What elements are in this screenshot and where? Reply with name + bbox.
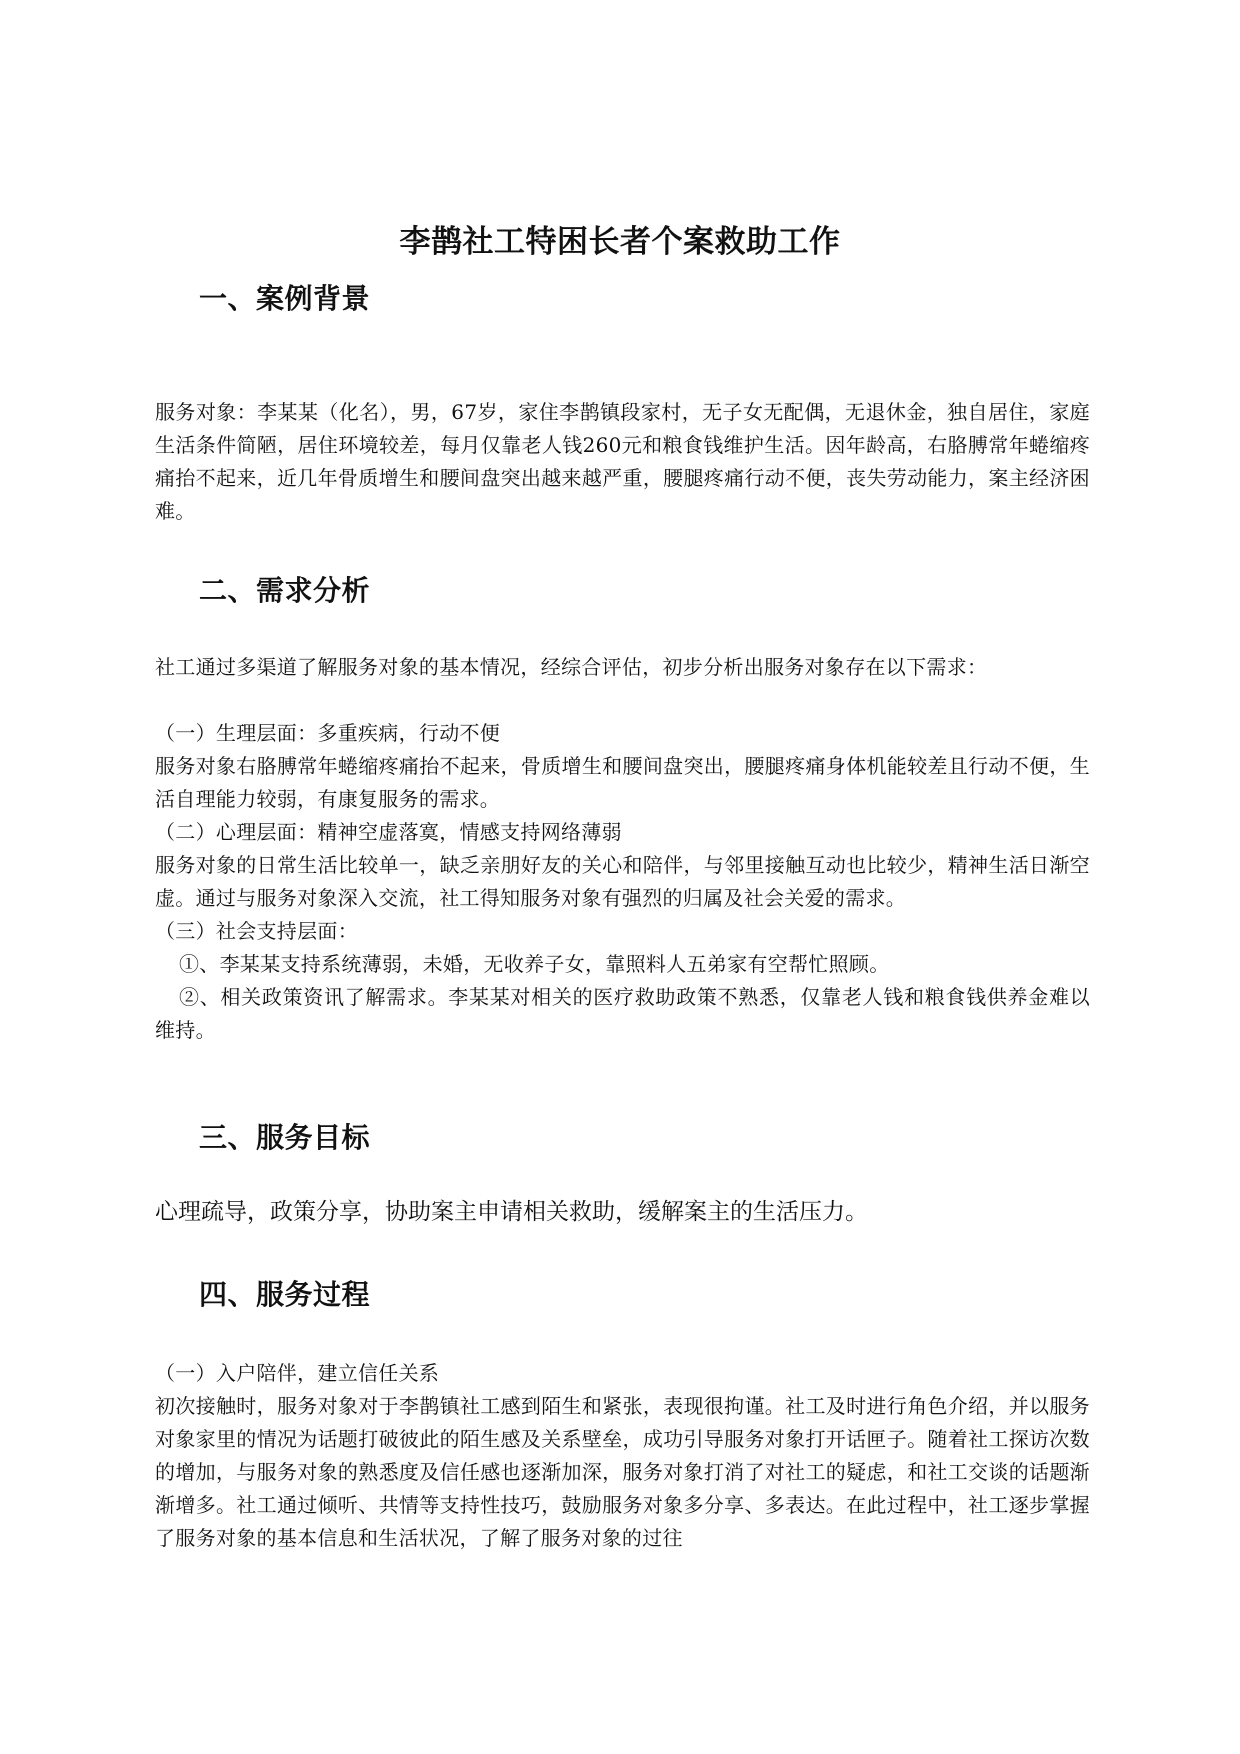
needs-physical-title: （一）生理层面：多重疾病，行动不便 (155, 721, 501, 745)
section-heading-process: 四、服务过程 (199, 1278, 371, 1311)
goals-text: 心理疏导，政策分享，协助案主申请相关救助，缓解案主的生活压力。 (155, 1199, 868, 1225)
process-step1-text: 初次接触时，服务对象对于李鹊镇社工感到陌生和紧张，表现很拘谨。社工及时进行角色介绍，并以服务对象家里的情况为话题打破彼此的陌生感及关系壁垒，成功引导服务对象打开话匣子。随着社工探访次数的增加，与服务对象的熟悉度及信任感也逐渐加深，服务对象打消了对社工的疑虑，和社工交谈的话题渐渐增多。社工通过倾听、共情等支持性技巧，鼓励服务对象多分享、多表达。在此过程中，社工逐步掌握了服务对象的基本信息和生活状况，了解了服务对象的过往 (155, 1394, 1090, 1550)
section-heading-needs: 二、需求分析 (199, 574, 371, 607)
needs-psych-title: （二）心理层面：精神空虚落寞，情感支持网络薄弱 (155, 820, 622, 844)
needs-social-title: （三）社会支持层面： (155, 919, 358, 943)
section-heading-goals: 三、服务目标 (199, 1121, 371, 1154)
needs-psych-text: 服务对象的日常生活比较单一，缺乏亲朋好友的关心和陪伴，与邻里接触互动也比较少，精神生活日渐空虚。通过与服务对象深入交流，社工得知服务对象有强烈的归属及社会关爱的需求。 (155, 853, 1090, 910)
section-heading-background: 一、案例背景 (199, 282, 371, 315)
needs-physical-text: 服务对象右胳膊常年蜷缩疼痛抬不起来，骨质增生和腰间盘突出，腰腿疼痛身体机能较差且行动不便，生活自理能力较弱，有康复服务的需求。 (155, 754, 1090, 811)
needs-intro: 社工通过多渠道了解服务对象的基本情况，经综合评估，初步分析出服务对象存在以下需求： (155, 655, 988, 679)
needs-social-item-1: ①、李某某支持系统薄弱，未婚，无收养子女，靠照料人五弟家有空帮忙照顾。 (179, 952, 890, 976)
background-paragraph: 服务对象：李某某（化名），男，67岁，家住李鹊镇段家村，无子女无配偶，无退休金，独自居住，家庭生活条件简陋，居住环境较差，每月仅靠老人钱260元和粮食钱维护生活。因年龄高，右胳膊常年蜷缩疼痛抬不起来，近几年骨质增生和腰间盘突出越来越严重，腰腿疼痛行动不便，丧失劳动能力，案主经济困难。 (155, 400, 1090, 523)
needs-social-item-2: ②、相关政策资讯了解需求。李某某对相关的医疗救助政策不熟悉，仅靠老人钱和粮食钱供养金难以维持。 (155, 985, 1090, 1042)
process-step1-title: （一）入户陪伴，建立信任关系 (155, 1361, 440, 1385)
document-title: 李鹊社工特困长者个案救助工作 (399, 224, 841, 260)
